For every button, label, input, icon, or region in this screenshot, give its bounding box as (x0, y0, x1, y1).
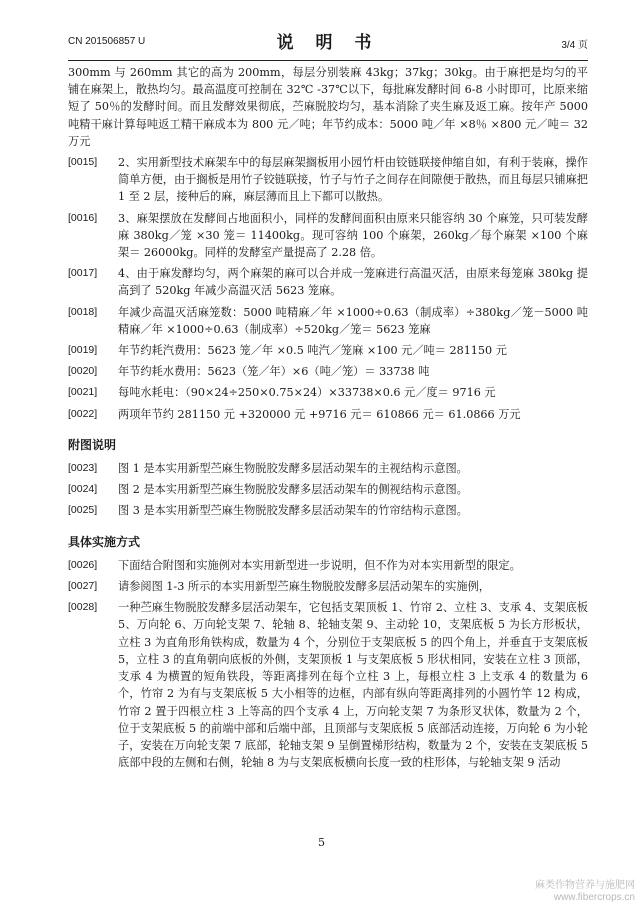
paragraph-number: [0020] (68, 365, 98, 378)
paragraph-text: 两项年节约 281150 元 +320000 元 +9716 元＝ 610866 元＝ 61.0866 万元 (118, 407, 521, 421)
paragraph (68, 578, 588, 595)
paragraph (68, 363, 588, 380)
paragraph (68, 154, 588, 206)
document-number: CN 201506857 U (68, 36, 146, 47)
paragraph-text: 3、麻架摆放在发酵间占地面积小，同样的发酵间面积由原来只能容纳 30 个麻笼，只可装发酵麻 380kg／笼 ×30 笼＝ 11400kg。现可容纳 100 个麻架，260kg／每个麻架 ×100 个麻架＝ 26000kg。同样的发酵室产量提高了 2.28 倍。 (118, 211, 588, 260)
paragraph-number: [0017] (68, 267, 98, 280)
paragraph-number: [0016] (68, 211, 98, 224)
intro-paragraph: 300mm 与 260mm 其它的高为 200mm，每层分别装麻 43kg；37kg；30kg。由于麻把是均匀的平铺在麻架上，散热均匀。最高温度可控制在 32℃ -37℃以下，每批麻发酵时间 6-8 小时即可，比原来缩短了 50％的发酵时间。而且发酵效果彻底，苎麻脱胶均匀，基本消除了夹生麻及返工麻。按年产 5000 吨精干麻计算每吨返工精干麻成本为 800 元／吨；年节约成本：5000 吨／年 ×8％ ×800 元／吨＝ 32 万元 (68, 66, 588, 148)
paragraph-text: 4、由于麻发酵均匀，两个麻架的麻可以合并成一笼麻进行高温灭活，由原来每笼麻 380kg 提高到了 520kg 年减少高温灭活 5623 笼麻。 (118, 267, 588, 298)
paragraph-number: [0026] (68, 558, 98, 571)
paragraph (68, 384, 588, 401)
watermark-site-name: 麻类作物营养与施肥网 (535, 880, 635, 891)
header-rule (68, 60, 588, 61)
paragraph-number: [0021] (68, 386, 98, 399)
document-body (68, 64, 588, 775)
paragraph-group-benefits (68, 154, 588, 423)
paragraph-text: 图 1 是本实用新型苎麻生物脱胶发酵多层活动架车的主视结构示意图。 (118, 462, 468, 476)
paragraph (68, 265, 588, 299)
site-watermark (535, 880, 635, 904)
paragraph (68, 304, 588, 338)
paragraph-number: [0019] (68, 344, 98, 357)
paragraph-number: [0027] (68, 580, 98, 593)
paragraph-number: [0022] (68, 407, 98, 420)
paragraph (68, 342, 588, 359)
paragraph-text: 年节约耗汽费用：5623 笼／年 ×0.5 吨汽／笼麻 ×100 元／吨＝ 281150 元 (118, 344, 507, 358)
paragraph-number: [0024] (68, 483, 98, 496)
paragraph-number: [0023] (68, 462, 98, 475)
paragraph-number: [0018] (68, 305, 98, 318)
paragraph-text: 年减少高温灭活麻笼数：5000 吨精麻／年 ×1000÷0.63（制成率）÷380kg／笼－5000 吨精麻／年 ×1000÷0.63（制成率）÷520kg／笼＝ 5623 笼麻 (118, 305, 588, 336)
paragraph (68, 481, 588, 498)
paragraph-number: [0028] (68, 601, 98, 614)
section-title-figures: 附图说明 (68, 437, 117, 452)
paragraph-group-embodiment (68, 557, 588, 771)
watermark-site-url: www.fibercrops.cn (553, 892, 635, 903)
paragraph-group-figures (68, 460, 588, 520)
page-number: 5 (318, 836, 325, 849)
paragraph-text: 图 3 是本实用新型苎麻生物脱胶发酵多层活动架车的竹帘结构示意图。 (118, 504, 468, 518)
paragraph (68, 599, 588, 771)
paragraph-text: 2、实用新型技术麻架车中的每层麻架搁板用小园竹杆由铰链联接伸缩自如，有利于装麻，操作简单方便，由于搁板是用竹子铰链联接，竹子与竹子之间存在间隙便于散热，而且每层只铺麻把 1 至 2 层，接种后的麻，麻层薄而且上下都可以散热。 (118, 156, 588, 204)
paragraph-text: 一种苎麻生物脱胶发酵多层活动架车，它包括支架顶板 1、竹帘 2、立柱 3、支承 4、支架底板 5、万向轮 6、万向轮支架 7、轮轴 8、轮轴支架 9、主动轮 10，支架底板 5 为长方形板状，立柱 3 为直角形角铁构成，数量为 4 个，分别位于支架底板 5 的四个角上，并垂直于支架底板 5，立柱 3 的直角朝向底板的外侧，支架顶板 1 与支架底板 5 形状相同，安装在立柱 3 顶部，支承 4 为横置的短角铁段，等距离排列在每个立柱 3 上，每根立柱 3 上支承 4 的数量为 6 个，竹帘 2 为有与支架底板 5 大小相等的边框，内部有纵向等距离排列的小圆竹竿 12 构成，竹帘 2 置于四根立柱 3 上等高的四个支承 4 上，万向轮支架 7 为条形叉状体，数量为 2 个，位于支架底板 5 的前端中部和后端中部，且顶部与支架底板 5 底部活动连接，万向轮 6 为小轮子，安装在万向轮支架 7 底部，轮轴支架 9 呈倒置梯形结构，数量为 2 个，安装在支架底板 5 底部中段的左侧和右侧，轮轴 8 为与支架底板横向长度一致的柱形体，与轮轴支架 9 活动 (118, 601, 588, 770)
paragraph-text: 请参阅图 1-3 所示的本实用新型苎麻生物脱胶发酵多层活动架车的实施例， (118, 580, 490, 594)
paragraph-text: 年节约耗水费用：5623（笼／年）×6（吨／笼）＝ 33738 吨 (118, 365, 430, 379)
paragraph (68, 460, 588, 477)
section-title-embodiment: 具体实施方式 (68, 534, 141, 549)
paragraph-text: 图 2 是本实用新型苎麻生物脱胶发酵多层活动架车的侧视结构示意图。 (118, 483, 468, 497)
document-title: 说 明 书 (276, 33, 380, 53)
page-header (68, 18, 588, 58)
paragraph (68, 406, 588, 423)
paragraph-number: [0015] (68, 156, 98, 169)
paragraph (68, 557, 588, 574)
paragraph (68, 210, 588, 262)
page-indicator: 3/4 页 (561, 40, 588, 51)
paragraph (68, 502, 588, 519)
paragraph-number: [0025] (68, 504, 98, 517)
paragraph-text: 下面结合附图和实施例对本实用新型进一步说明，但不作为对本实用新型的限定。 (118, 558, 521, 572)
paragraph-text: 每吨水耗电：（90×24÷250×0.75×24）×33738×0.6 元／度＝ 9716 元 (118, 386, 496, 400)
